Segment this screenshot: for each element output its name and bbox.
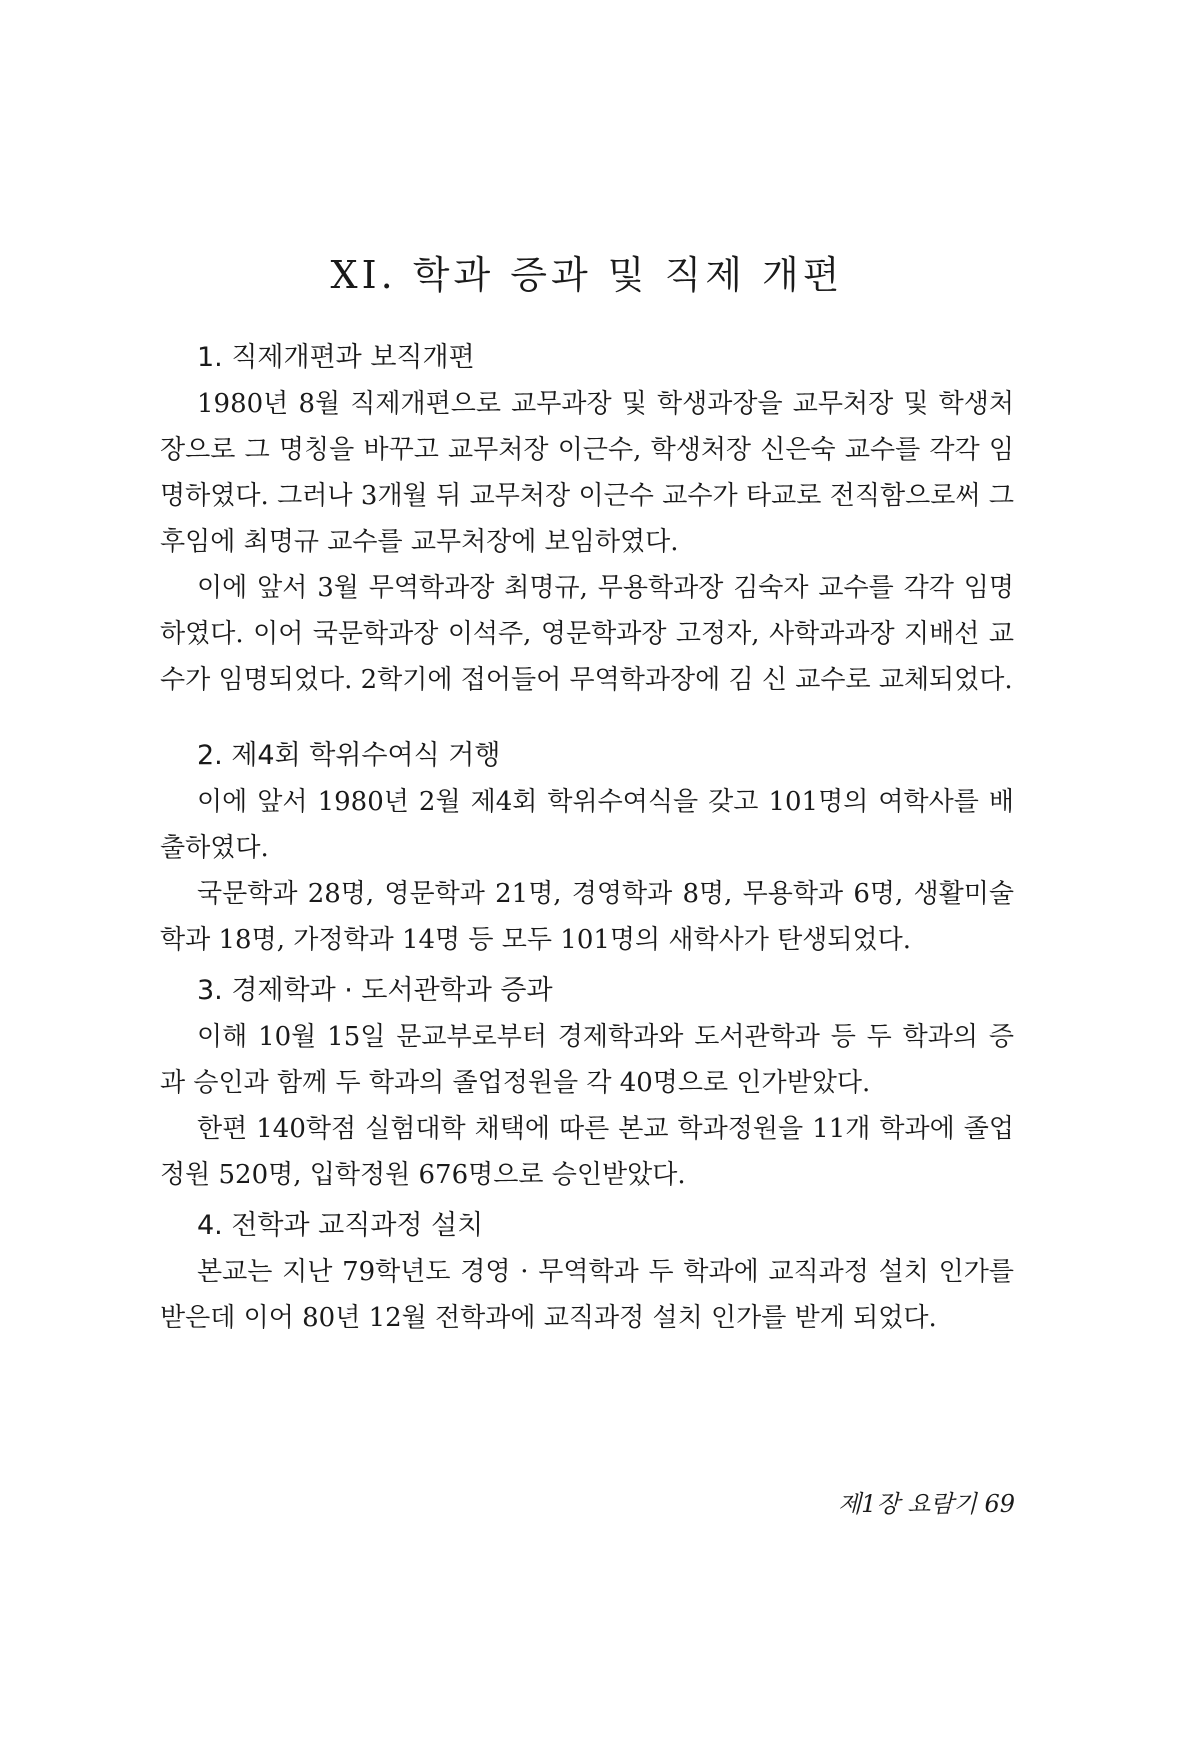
section-heading: 1. 직제개편과 보직개편 bbox=[197, 342, 475, 373]
footer-chapter-label: 제1장 요람기 bbox=[837, 1490, 977, 1518]
paragraph: 국문학과 28명, 영문학과 21명, 경영학과 8명, 무용학과 6명, 생활미술학과 18명, 가정학과 14명 등 모두 101명의 새학사가 탄생되었다. bbox=[160, 879, 1014, 955]
section-heading: 3. 경제학과 · 도서관학과 증과 bbox=[197, 975, 553, 1006]
section-heading: 4. 전학과 교직과정 설치 bbox=[197, 1210, 484, 1241]
section-1 bbox=[160, 337, 1014, 703]
section-heading: 2. 제4회 학위수여식 거행 bbox=[197, 740, 501, 771]
chapter-title: XI. 학과 증과 및 직제 개편 bbox=[330, 253, 844, 297]
section-4 bbox=[160, 1205, 1014, 1341]
section-3 bbox=[160, 970, 1014, 1198]
page-footer bbox=[838, 1484, 1015, 1519]
paragraph: 이에 앞서 1980년 2월 제4회 학위수여식을 갖고 101명의 여학사를 배출하였다. bbox=[160, 787, 1014, 863]
paragraph: 1980년 8월 직제개편으로 교무과장 및 학생과장을 교무처장 및 학생처장으로 그 명칭을 바꾸고 교무처장 이근수, 학생처장 신은숙 교수를 각각 임명하였다. 그러나 3개월 뒤 교무처장 이근수 교수가 타교로 전직함으로써 그 후임에 최명규 교수를 교무처장에 보임하였다. bbox=[160, 389, 1014, 557]
paragraph: 본교는 지난 79학년도 경영 · 무역학과 두 학과에 교직과정 설치 인가를 받은데 이어 80년 12월 전학과에 교직과정 설치 인가를 받게 되었다. bbox=[160, 1257, 1014, 1333]
paragraph: 이해 10월 15일 문교부로부터 경제학과와 도서관학과 등 두 학과의 증과 승인과 함께 두 학과의 졸업정원을 각 40명으로 인가받았다. bbox=[160, 1022, 1014, 1098]
page-number: 69 bbox=[984, 1490, 1015, 1518]
paragraph: 이에 앞서 3월 무역학과장 최명규, 무용학과장 김숙자 교수를 각각 임명하였다. 이어 국문학과장 이석주, 영문학과장 고정자, 사학과과장 지배선 교수가 임명되었다. 2학기에 접어들어 무역학과장에 김 신 교수로 교체되었다. bbox=[160, 573, 1014, 695]
document-page bbox=[160, 0, 1014, 1740]
section-2 bbox=[160, 735, 1014, 963]
paragraph: 한편 140학점 실험대학 채택에 따른 본교 학과정원을 11개 학과에 졸업정원 520명, 입학정원 676명으로 승인받았다. bbox=[160, 1114, 1014, 1190]
